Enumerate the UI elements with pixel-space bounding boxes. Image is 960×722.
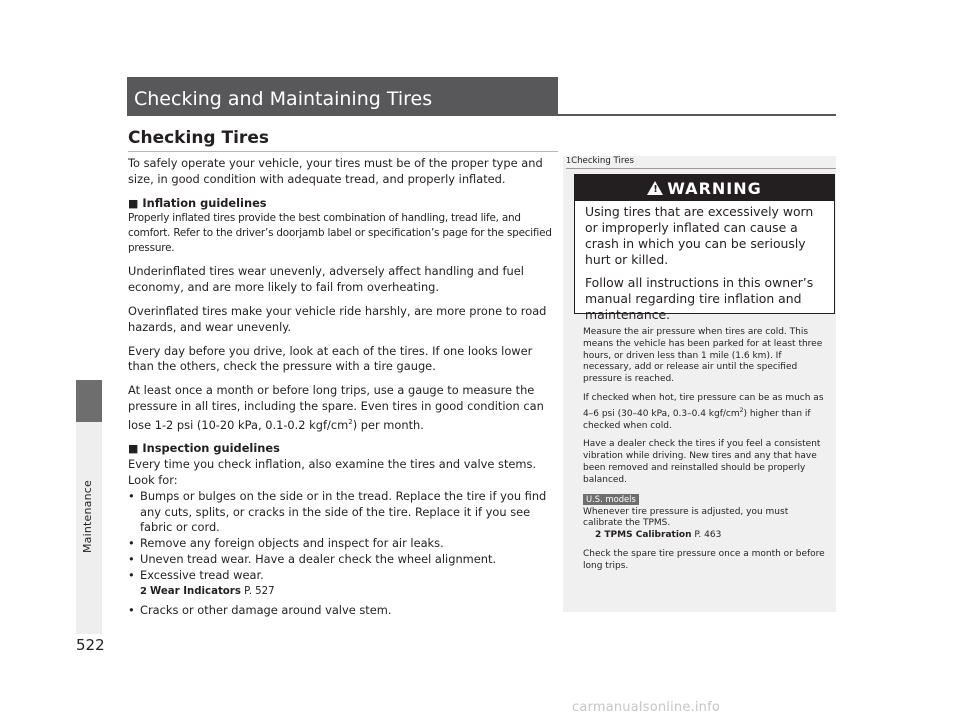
inspection-list [128,489,560,619]
header-rule [127,114,836,116]
cross-reference-icon: 2 [140,585,147,597]
square-bullet-icon: ■ [128,196,139,210]
balance-note: Have a dealer check the tires if you feel a consistent vibration while driving. New tires and any that have been removed and reinstalled should be properly balanced. [583,439,821,485]
warning-bar [575,175,834,201]
overinflated-paragraph: Overinflated tires make your vehicle ride harshly, are more prone to road hazards, and wear unevenly. [128,303,547,334]
monthly-text: At least once a month or before long trips, use a gauge to measure the pressure in all tires, including the spare. Even tires in good condition can lose 1-2 psi (10-20 kPa, 0.1-0.2 kgf/cm [128,383,544,432]
intro-paragraph: To safely operate your vehicle, your tires must be of the proper type and size, in good condition with adequate tread, and properly inflated. [128,156,543,186]
tpms-note: Whenever tire pressure is adjusted, you must calibrate the TPMS. [583,506,789,529]
watermark: carmanualsonline.info [572,700,721,715]
hot-pressure-note: If checked when hot, tire pressure can be as much as 4–6 psi (30–40 kPa, 0.3–0.4 kgf/$cm^2$) higher than if checked when cold. [583,392,824,431]
bullet-icon: • [128,488,135,503]
inflation-heading [128,196,560,212]
bullet-icon: • [128,567,135,582]
inspection-intro: Every time you check inflation, also examine the tires and valve stems. [128,457,537,472]
sidebar-tab-marker [76,380,102,422]
list-item: • Excessive tread wear. [128,567,264,582]
inflation-heading-text: Inflation guidelines [142,195,267,210]
list-item: • Cracks or other damage around valve stem. [128,603,392,618]
cross-reference-icon: 2 [595,530,605,541]
page-title: Checking and Maintaining Tires [134,88,433,110]
cold-pressure-note: Measure the air pressure when tires are cold. This means the vehicle has been parked for at least three hours, or driven less than 1 mile (1.6 km). If necessary, add or release air until the specified pressure is reached. [583,327,823,385]
side-note-rule [566,168,836,169]
wear-indicators-link[interactable]: 2 Wear Indicators P. 527 [140,585,275,597]
tpms-calibration-link[interactable]: 2 TPMS Calibration P. 463 [595,530,722,541]
bullet-icon: • [128,536,135,551]
region-badge: U.S. models [583,494,639,505]
square-bullet-icon: ■ [128,442,139,456]
side-note-body [583,327,829,580]
monthly-sup: 2 [348,417,353,426]
warning-paragraph-2: Follow all instructions in this owner’s manual regarding tire inflation and maintenance. [585,275,814,322]
warning-label: WARNING [667,178,762,198]
every-day-paragraph: Every day before you drive, look at each of the tires. If one looks lower than the others, check the pressure with a tire gauge. [128,343,533,374]
inspection-heading [128,441,560,457]
underinflated-paragraph: Underinflated tires wear unevenly, adversely affect handling and fuel economy, and are more likely to fail from overheating. [128,264,524,295]
section-divider [128,151,558,152]
list-item: • Remove any foreign objects and inspect for air leaks. [128,536,444,551]
bullet-icon: • [128,551,135,566]
warning-text [575,201,834,323]
page-number: 522 [76,636,105,654]
monthly-text-end: ) per month. [352,417,424,432]
list-item: • Uneven tread wear. Have a dealer check the wheel alignment. [128,551,497,566]
bullet-icon: • [128,603,135,618]
section-title: Checking Tires [128,128,269,148]
warning-paragraph-1: Using tires that are excessively worn or improperly inflated can cause a crash in which you can be seriously hurt or killed. [585,204,814,267]
inspection-heading-text: Inspection guidelines [142,441,280,456]
note-marker-icon: 1 [566,156,572,165]
spare-tire-note: Check the spare tire pressure once a month or before long trips. [583,548,825,571]
warning-box [574,174,835,322]
main-content [128,156,560,619]
warning-triangle-icon: ! [647,181,663,195]
inflation-text: Properly inflated tires provide the best combination of handling, tread life, and comfort. Refer to the driver’s doorjamb label or specification’s page for the specified pressure. [128,212,552,255]
look-for-label: Look for: [128,472,178,487]
side-note-heading: 1Checking Tires [566,156,635,166]
sidebar-label: Maintenance [81,480,94,554]
list-item: • Bumps or bulges on the side or in the tread. Replace the tire if you find any cuts, splits, or cracks in the side of the tire. Replace it if you see fabric or cord. [128,488,547,535]
monthly-paragraph [128,383,560,433]
